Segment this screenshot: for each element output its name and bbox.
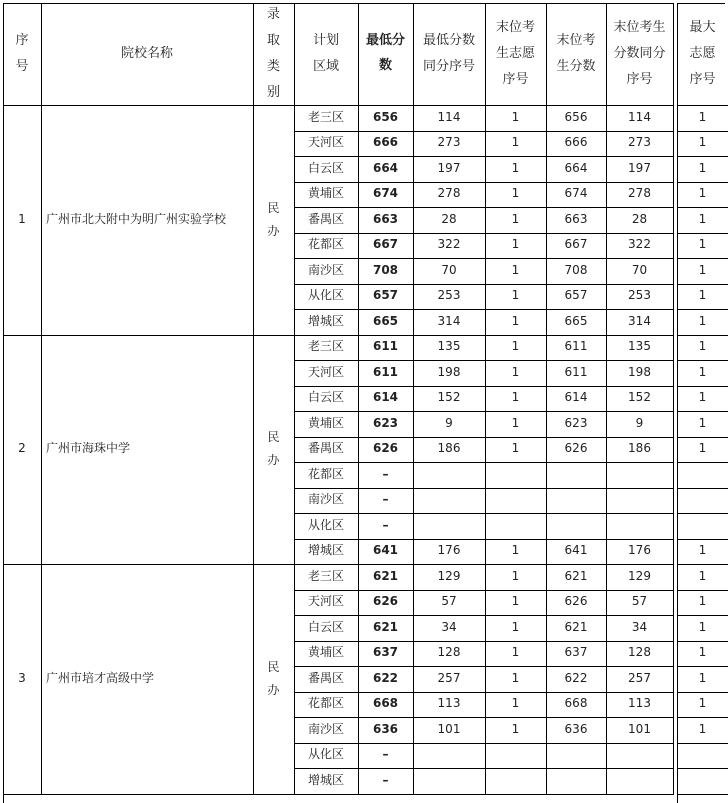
max-wish-rank-cell: 1	[677, 156, 728, 183]
min-score-cell: –	[358, 462, 414, 489]
plan-area-cell: 从化区	[294, 284, 359, 311]
school-name: 广州市北大附中为明广州实验学校	[41, 105, 254, 336]
last-score-cell: 674	[546, 182, 607, 209]
last-wish-rank-cell	[485, 513, 547, 540]
min-same-rank-cell	[413, 743, 486, 770]
plan-area-cell: 增城区	[294, 539, 359, 566]
header-min-score: 最低分 数	[358, 3, 414, 106]
last-same-rank-cell: 257	[606, 666, 674, 693]
min-same-rank-cell: 129	[413, 564, 486, 591]
plan-area-cell: 白云区	[294, 386, 359, 413]
last-same-rank-cell: 197	[606, 156, 674, 183]
last-wish-rank-cell: 1	[485, 564, 547, 591]
last-score-cell: 637	[546, 641, 607, 668]
last-same-rank-cell: 114	[606, 105, 674, 132]
last-wish-rank-cell	[485, 488, 547, 515]
last-wish-rank-cell: 1	[485, 284, 547, 311]
last-same-rank-cell	[606, 768, 674, 795]
last-score-cell: 623	[546, 411, 607, 438]
min-same-rank-cell: 322	[413, 233, 486, 260]
plan-area-cell: 黄埔区	[294, 641, 359, 668]
plan-area-cell: 花都区	[294, 233, 359, 260]
last-wish-rank-cell: 1	[485, 207, 547, 234]
plan-area-cell: 黄埔区	[294, 182, 359, 209]
min-same-rank-cell: 114	[413, 105, 486, 132]
header-admit-type: 录 取 类 别	[253, 3, 295, 106]
last-same-rank-cell: 28	[606, 207, 674, 234]
plan-area-cell: 花都区	[294, 462, 359, 489]
min-same-rank-cell: 135	[413, 335, 486, 362]
last-same-rank-cell: 176	[606, 539, 674, 566]
max-wish-rank-cell	[677, 462, 728, 489]
max-wish-rank-cell: 1	[677, 105, 728, 132]
last-score-cell: 663	[546, 207, 607, 234]
plan-area-cell: 南沙区	[294, 488, 359, 515]
min-score-cell: –	[358, 513, 414, 540]
last-same-rank-cell	[606, 488, 674, 515]
plan-area-cell: 天河区	[294, 590, 359, 617]
last-same-rank-cell: 129	[606, 564, 674, 591]
plan-area-cell: 南沙区	[294, 258, 359, 285]
min-same-rank-cell: 257	[413, 666, 486, 693]
last-score-cell: 611	[546, 335, 607, 362]
plan-area-cell: 老三区	[294, 335, 359, 362]
plan-area-cell: 增城区	[294, 768, 359, 795]
max-wish-rank-cell	[677, 768, 728, 795]
min-same-rank-cell	[413, 513, 486, 540]
max-wish-rank-cell: 1	[677, 258, 728, 285]
last-wish-rank-cell	[485, 743, 547, 770]
max-wish-rank-cell: 1	[677, 564, 728, 591]
max-wish-rank-cell: 1	[677, 335, 728, 362]
min-same-rank-cell: 314	[413, 309, 486, 336]
min-score-cell: 665	[358, 309, 414, 336]
last-same-rank-cell	[606, 462, 674, 489]
min-score-cell: 621	[358, 564, 414, 591]
min-score-cell: 611	[358, 360, 414, 387]
last-score-cell: 665	[546, 309, 607, 336]
min-score-cell: –	[358, 743, 414, 770]
last-wish-rank-cell: 1	[485, 539, 547, 566]
min-score-cell: 664	[358, 156, 414, 183]
min-score-cell: 614	[358, 386, 414, 413]
last-same-rank-cell: 135	[606, 335, 674, 362]
last-wish-rank-cell: 1	[485, 717, 547, 744]
max-wish-rank-cell: 1	[677, 233, 728, 260]
max-wish-rank-cell: 1	[677, 615, 728, 642]
last-wish-rank-cell: 1	[485, 105, 547, 132]
plan-area-cell: 老三区	[294, 564, 359, 591]
last-score-cell	[546, 462, 607, 489]
plan-area-cell: 从化区	[294, 743, 359, 770]
plan-area-cell: 老三区	[294, 105, 359, 132]
min-same-rank-cell: 128	[413, 641, 486, 668]
plan-area-cell: 番禺区	[294, 207, 359, 234]
min-same-rank-cell	[413, 488, 486, 515]
header-seq: 序 号	[3, 3, 42, 106]
last-score-cell: 626	[546, 590, 607, 617]
last-wish-rank-cell: 1	[485, 335, 547, 362]
min-score-cell: 667	[358, 233, 414, 260]
max-wish-rank-cell: 1	[677, 641, 728, 668]
last-wish-rank-cell: 1	[485, 131, 547, 158]
min-same-rank-cell: 273	[413, 131, 486, 158]
last-wish-rank-cell: 1	[485, 411, 547, 438]
last-score-cell: 657	[546, 284, 607, 311]
plan-area-cell: 番禺区	[294, 437, 359, 464]
plan-area-cell: 番禺区	[294, 666, 359, 693]
min-score-cell: 708	[358, 258, 414, 285]
min-score-cell: 611	[358, 335, 414, 362]
min-same-rank-cell: 70	[413, 258, 486, 285]
min-same-rank-cell: 113	[413, 692, 486, 719]
min-score-cell: 626	[358, 590, 414, 617]
last-score-cell: 708	[546, 258, 607, 285]
max-wish-rank-cell: 1	[677, 717, 728, 744]
last-same-rank-cell	[606, 743, 674, 770]
school-seq: 3	[3, 564, 42, 795]
header-plan-area: 计划 区域	[294, 3, 359, 106]
min-score-cell: 626	[358, 437, 414, 464]
last-same-rank-cell: 314	[606, 309, 674, 336]
plan-area-cell: 天河区	[294, 131, 359, 158]
min-same-rank-cell: 152	[413, 386, 486, 413]
min-same-rank-cell	[413, 768, 486, 795]
min-score-cell: 666	[358, 131, 414, 158]
min-same-rank-cell: 198	[413, 360, 486, 387]
last-score-cell	[546, 768, 607, 795]
school-name: 广州市海珠中学	[41, 335, 254, 566]
plan-area-cell: 南沙区	[294, 717, 359, 744]
last-score-cell: 668	[546, 692, 607, 719]
header-min-same-rank: 最低分数 同分序号	[413, 3, 486, 106]
last-same-rank-cell: 186	[606, 437, 674, 464]
last-score-cell: 621	[546, 564, 607, 591]
plan-area-cell: 增城区	[294, 309, 359, 336]
last-score-cell: 641	[546, 539, 607, 566]
plan-area-cell: 白云区	[294, 156, 359, 183]
school-seq: 1	[3, 105, 42, 336]
min-same-rank-cell: 57	[413, 590, 486, 617]
max-wish-rank-cell: 1	[677, 309, 728, 336]
last-same-rank-cell: 70	[606, 258, 674, 285]
min-score-cell: 636	[358, 717, 414, 744]
last-wish-rank-cell	[485, 462, 547, 489]
last-score-cell	[546, 488, 607, 515]
last-same-rank-cell: 322	[606, 233, 674, 260]
min-score-cell: 657	[358, 284, 414, 311]
school-admit-type: 民 办	[253, 564, 295, 795]
last-score-cell: 614	[546, 386, 607, 413]
max-wish-rank-cell: 1	[677, 284, 728, 311]
school-seq: 2	[3, 335, 42, 566]
last-wish-rank-cell: 1	[485, 182, 547, 209]
last-wish-rank-cell: 1	[485, 692, 547, 719]
min-score-cell: 621	[358, 615, 414, 642]
min-same-rank-cell	[413, 462, 486, 489]
last-score-cell: 636	[546, 717, 607, 744]
max-wish-rank-cell: 1	[677, 207, 728, 234]
min-same-rank-cell: 101	[413, 717, 486, 744]
max-wish-rank-cell: 1	[677, 692, 728, 719]
header-school-name: 院校名称	[41, 3, 254, 106]
last-score-cell: 622	[546, 666, 607, 693]
min-same-rank-cell: 253	[413, 284, 486, 311]
min-score-cell: 622	[358, 666, 414, 693]
header-last-same-rank: 末位考生 分数同分 序号	[606, 3, 674, 106]
last-score-cell	[546, 513, 607, 540]
last-same-rank-cell: 34	[606, 615, 674, 642]
min-score-cell: –	[358, 488, 414, 515]
min-same-rank-cell: 34	[413, 615, 486, 642]
last-wish-rank-cell: 1	[485, 437, 547, 464]
last-same-rank-cell: 198	[606, 360, 674, 387]
last-wish-rank-cell: 1	[485, 309, 547, 336]
plan-area-cell: 花都区	[294, 692, 359, 719]
min-same-rank-cell: 197	[413, 156, 486, 183]
last-same-rank-cell: 113	[606, 692, 674, 719]
school-name: 广州市培才高级中学	[41, 564, 254, 795]
max-wish-rank-cell: 1	[677, 360, 728, 387]
last-wish-rank-cell: 1	[485, 233, 547, 260]
max-wish-rank-cell: 1	[677, 590, 728, 617]
min-score-cell: 623	[358, 411, 414, 438]
header-max-wish-rank: 最大 志愿 序号	[677, 3, 728, 106]
plan-area-cell: 天河区	[294, 360, 359, 387]
min-score-cell: 674	[358, 182, 414, 209]
min-score-cell: 641	[358, 539, 414, 566]
min-same-rank-cell: 28	[413, 207, 486, 234]
min-same-rank-cell: 278	[413, 182, 486, 209]
last-score-cell: 656	[546, 105, 607, 132]
last-wish-rank-cell: 1	[485, 156, 547, 183]
min-same-rank-cell: 186	[413, 437, 486, 464]
min-score-cell: –	[358, 768, 414, 795]
last-same-rank-cell: 101	[606, 717, 674, 744]
min-same-rank-cell: 176	[413, 539, 486, 566]
last-same-rank-cell: 278	[606, 182, 674, 209]
last-score-cell: 621	[546, 615, 607, 642]
header-last-score: 末位考 生分数	[546, 3, 607, 106]
last-score-cell: 611	[546, 360, 607, 387]
max-wish-rank-cell: 1	[677, 437, 728, 464]
last-same-rank-cell: 128	[606, 641, 674, 668]
last-same-rank-cell: 57	[606, 590, 674, 617]
min-same-rank-cell: 9	[413, 411, 486, 438]
last-wish-rank-cell: 1	[485, 360, 547, 387]
last-same-rank-cell	[606, 513, 674, 540]
min-score-cell: 663	[358, 207, 414, 234]
last-score-cell: 667	[546, 233, 607, 260]
max-wish-rank-cell	[677, 743, 728, 770]
last-wish-rank-cell: 1	[485, 666, 547, 693]
max-wish-rank-cell: 1	[677, 666, 728, 693]
last-score-cell	[546, 743, 607, 770]
last-score-cell: 666	[546, 131, 607, 158]
school-admit-type: 民 办	[253, 335, 295, 566]
last-wish-rank-cell: 1	[485, 258, 547, 285]
last-wish-rank-cell	[485, 768, 547, 795]
last-same-rank-cell: 253	[606, 284, 674, 311]
plan-area-cell: 从化区	[294, 513, 359, 540]
last-same-rank-cell: 9	[606, 411, 674, 438]
last-wish-rank-cell: 1	[485, 641, 547, 668]
min-score-cell: 656	[358, 105, 414, 132]
last-same-rank-cell: 152	[606, 386, 674, 413]
last-score-cell: 626	[546, 437, 607, 464]
last-wish-rank-cell: 1	[485, 590, 547, 617]
plan-area-cell: 白云区	[294, 615, 359, 642]
max-wish-rank-cell: 1	[677, 539, 728, 566]
header-last-wish-rank: 末位考 生志愿 序号	[485, 3, 547, 106]
max-wish-rank-cell: 1	[677, 386, 728, 413]
last-same-rank-cell: 273	[606, 131, 674, 158]
school-admit-type: 民 办	[253, 105, 295, 336]
max-wish-rank-cell	[677, 488, 728, 515]
min-score-cell: 668	[358, 692, 414, 719]
plan-area-cell: 黄埔区	[294, 411, 359, 438]
max-wish-rank-cell	[677, 513, 728, 540]
max-wish-rank-cell: 1	[677, 182, 728, 209]
max-wish-rank-cell: 1	[677, 131, 728, 158]
last-wish-rank-cell: 1	[485, 386, 547, 413]
min-score-cell: 637	[358, 641, 414, 668]
max-wish-rank-cell: 1	[677, 411, 728, 438]
last-wish-rank-cell: 1	[485, 615, 547, 642]
last-score-cell: 664	[546, 156, 607, 183]
